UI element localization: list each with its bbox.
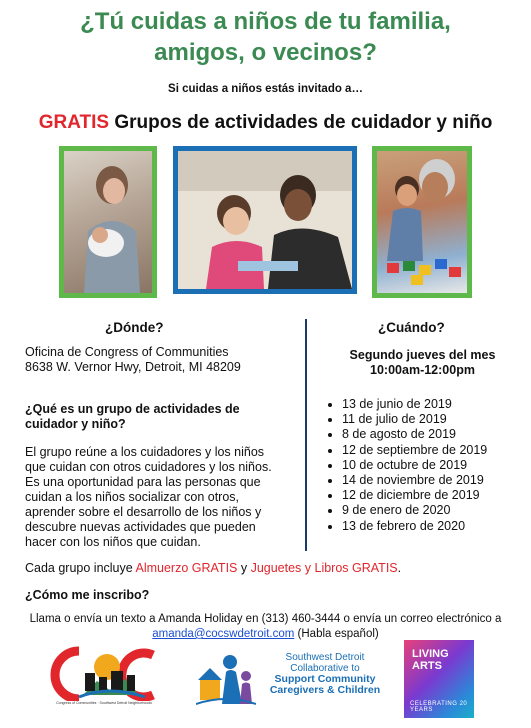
contact-info	[0, 612, 531, 642]
includes-prefix: Cada grupo incluye	[25, 561, 136, 575]
contact-line-1: Llama o envía un texto a Amanda Holiday en (313) 460-3444 o envía un correo electrónico a	[29, 613, 502, 625]
includes-line	[25, 561, 401, 576]
email-link[interactable]: amanda@cocswdetroit.com	[152, 628, 295, 640]
date-item: • 9 de enero de 2020	[342, 503, 524, 518]
where-address	[25, 345, 241, 375]
sw-logo-text	[254, 652, 396, 696]
date-item: • 11 de julio de 2019	[342, 412, 524, 427]
sw-line-4: Caregivers & Children	[269, 684, 381, 696]
what-heading-line-2: cuidador y niño?	[25, 417, 126, 431]
date-item: • 13 de febrero de 2020	[342, 519, 524, 534]
what-line: Es una oportunidad para las personas que	[25, 475, 261, 489]
what-heading	[25, 402, 240, 432]
includes-toys: Juguetes y Libros GRATIS	[250, 561, 398, 575]
what-line: aprender sobre el desarrollo de los niños y	[25, 505, 262, 519]
page-title	[0, 6, 531, 68]
headline-rest: Grupos de actividades de cuidador y niño	[109, 112, 493, 133]
includes-and: y	[237, 561, 251, 575]
la-celebrating: CELEBRATING 20 YEARS	[410, 701, 468, 713]
includes-suffix: .	[397, 561, 402, 575]
signup-heading: ¿Cómo me inscribo?	[25, 588, 150, 602]
what-description	[25, 445, 272, 550]
la-line-1: LIVING	[412, 648, 449, 660]
what-line: cuidan a los niños socializar con otros,	[25, 490, 240, 504]
date-item: • 13 de junio de 2019	[342, 397, 524, 412]
date-item: • 12 de diciembre de 2019	[342, 488, 524, 503]
dates-list	[324, 397, 524, 534]
schedule-line-1: Segundo jueves del mes	[349, 348, 496, 362]
coc-caption: Congress of Communities · Southwest Detroit Neighborhoods	[56, 701, 152, 705]
congress-of-communities-logo	[49, 645, 159, 707]
where-line-2: 8638 W. Vernor Hwy, Detroit, MI 48209	[25, 360, 241, 374]
photo-father-child-illustration	[178, 151, 352, 289]
title-line-2: amigos, o vecinos?	[154, 39, 377, 66]
sw-line-2: Collaborative to	[290, 663, 360, 674]
subtitle: Si cuidas a niños estás invitado a…	[168, 83, 363, 95]
photo-mother-baby	[59, 146, 157, 298]
schedule-line-2: 10:00am-12:00pm	[370, 363, 475, 377]
dates-list-container	[324, 397, 524, 534]
date-item: • 14 de noviembre de 2019	[342, 473, 524, 488]
sw-line-1: Southwest Detroit	[285, 652, 365, 663]
photo-mother-baby-illustration	[64, 151, 152, 293]
date-item: • 12 de septiembre de 2019	[342, 443, 524, 458]
la-title	[412, 648, 449, 672]
when-schedule	[320, 348, 525, 378]
when-heading: ¿Cuándo?	[378, 320, 445, 335]
date-item: • 10 de octubre de 2019	[342, 458, 524, 473]
sw-logo-figures	[196, 648, 256, 708]
photo-grandmother-child	[372, 146, 472, 298]
where-heading: ¿Dónde?	[105, 320, 164, 335]
what-line: que cuidan con otros cuidadores y los niños.	[25, 460, 272, 474]
where-line-1: Oficina de Congress of Communities	[25, 345, 229, 359]
southwest-detroit-collaborative-logo	[196, 648, 396, 708]
contact-language: (Habla español)	[294, 628, 379, 640]
column-divider	[305, 319, 307, 551]
living-arts-logo	[404, 640, 474, 718]
la-line-2: ARTS	[412, 660, 442, 672]
photo-grandmother-child-illustration	[377, 151, 467, 293]
coc-logo-graphic	[49, 645, 159, 701]
what-line: El grupo reúne a los cuidadores y los niños	[25, 445, 265, 459]
title-line-1: ¿Tú cuidas a niños de tu familia,	[80, 8, 451, 35]
date-item: • 8 de agosto de 2019	[342, 427, 524, 442]
headline	[0, 112, 531, 134]
what-line: descubre nuevas actividades que pueden	[25, 520, 256, 534]
photo-father-child	[173, 146, 357, 294]
sw-line-3: Support Community	[274, 673, 376, 685]
what-heading-line-1: ¿Qué es un grupo de actividades de	[25, 402, 240, 416]
what-line: hacer con los niños que cuidan.	[25, 535, 201, 549]
headline-gratis: GRATIS	[38, 112, 110, 133]
includes-lunch: Almuerzo GRATIS	[135, 561, 238, 575]
